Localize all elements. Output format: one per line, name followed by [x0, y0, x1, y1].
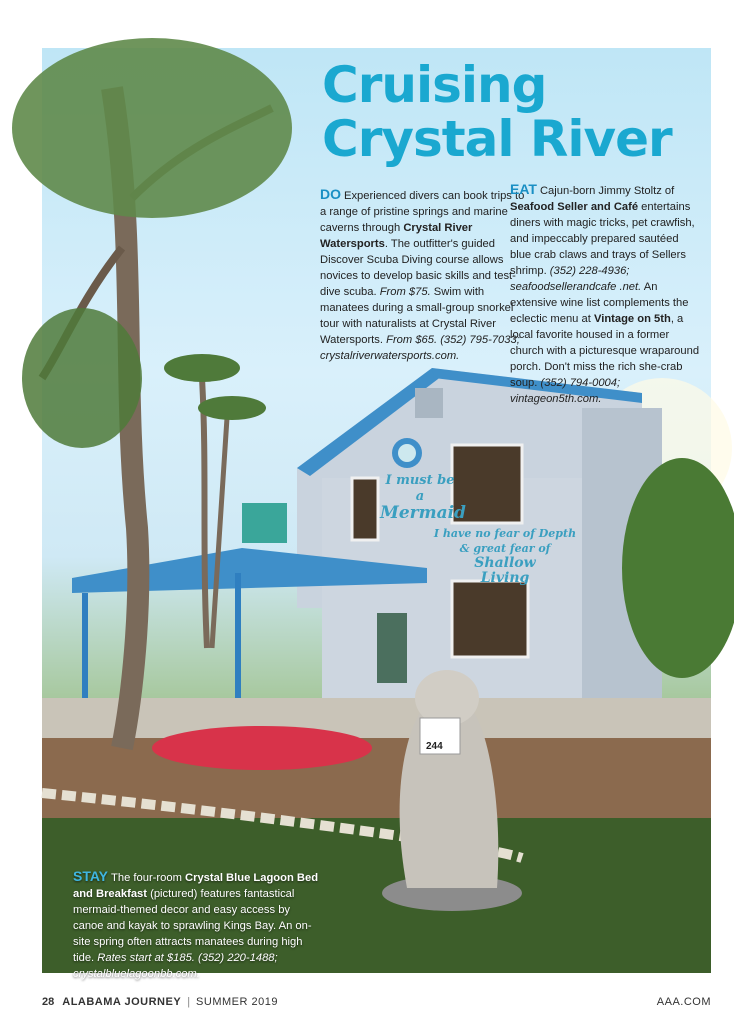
depth-sign-line3: Shallow: [474, 555, 536, 571]
issue-date: SUMMER 2019: [196, 996, 278, 1008]
stay-bold1: Crystal Blue Lagoon Bed and Breakfast: [73, 872, 319, 900]
eat-text2: entertains diners with magic tricks, pet crawfish, and impeccably prepared sautéed blue crab claws and trays of Sellers shrimp.: [510, 201, 695, 277]
mermaid-sign-line2: a: [415, 489, 425, 504]
eat-text4: , a local favorite housed in a former church with a picturesque wraparound porch. Don't miss the rich she-crab soup.: [510, 313, 700, 389]
headline-line2: Crystal River: [322, 110, 672, 168]
eat-bold2: Vintage on 5th: [593, 313, 671, 325]
mailbox-number: 244: [426, 741, 443, 752]
stay-text2: (pictured) features fantastical mermaid-themed decor and easy access by canoe and kayak to sprawling Kings Bay. An on-site spring often attracts manatees during high tide.: [73, 888, 312, 964]
do-bold1: Crystal River Watersports: [320, 222, 473, 250]
do-italic1: From $75.: [379, 286, 431, 298]
stay-italic1: Rates start at $185. (352) 220-1488; crystalbluelagoonbb.com.: [73, 952, 278, 980]
do-text2: . The outfitter's guided Discover Scuba Diving course allows novices to develop basic skills and test-dive scuba.: [320, 238, 516, 298]
eat-italic1: (352) 228-4936; seafoodsellerandcafe .net.: [510, 265, 642, 293]
stay-section: [73, 868, 323, 982]
depth-sign: [430, 526, 580, 586]
do-text1: Experienced divers can book trips to a range of pristine springs and marine caverns through: [320, 190, 525, 234]
headline-line1: Cruising: [322, 56, 547, 114]
mermaid-sign-line3: Mermaid: [380, 503, 466, 523]
page-footer: [42, 992, 711, 1012]
eat-text3: An extensive wine list complements the eclectic menu at: [510, 281, 689, 325]
footer-separator: |: [187, 996, 191, 1008]
stay-lead: STAY: [73, 868, 109, 884]
depth-sign-line1: I have no fear of Depth: [433, 527, 577, 540]
page-number: 28: [42, 996, 55, 1008]
mermaid-sign-line1: I must be: [385, 473, 455, 488]
do-section: [320, 186, 525, 364]
magazine-name: ALABAMA JOURNEY: [62, 996, 182, 1008]
stay-text1: The four-room: [111, 872, 186, 884]
depth-sign-line2: & great fear of: [459, 542, 551, 555]
article-headline: [322, 58, 702, 166]
eat-lead: EAT: [510, 181, 537, 197]
bed-and-breakfast-photo: [42, 48, 711, 980]
eat-section: [510, 181, 700, 407]
eat-italic2: (352) 794-0004; vintageon5th.com.: [510, 377, 621, 405]
do-text3: Swim with manatees during a small-group snorkel tour with naturalists at Crystal River Watersports.: [320, 286, 514, 346]
do-lead: DO: [320, 186, 341, 202]
do-italic2: From $65. (352) 795-7033; crystalriverwatersports.com.: [320, 334, 520, 362]
eat-bold1: Seafood Seller and Café: [510, 201, 639, 213]
mermaid-sign: [380, 473, 466, 523]
eat-text1: Cajun-born Jimmy Stoltz of: [539, 185, 675, 197]
website-link[interactable]: AAA.COM: [656, 996, 711, 1008]
depth-sign-line4: Living: [480, 570, 530, 586]
